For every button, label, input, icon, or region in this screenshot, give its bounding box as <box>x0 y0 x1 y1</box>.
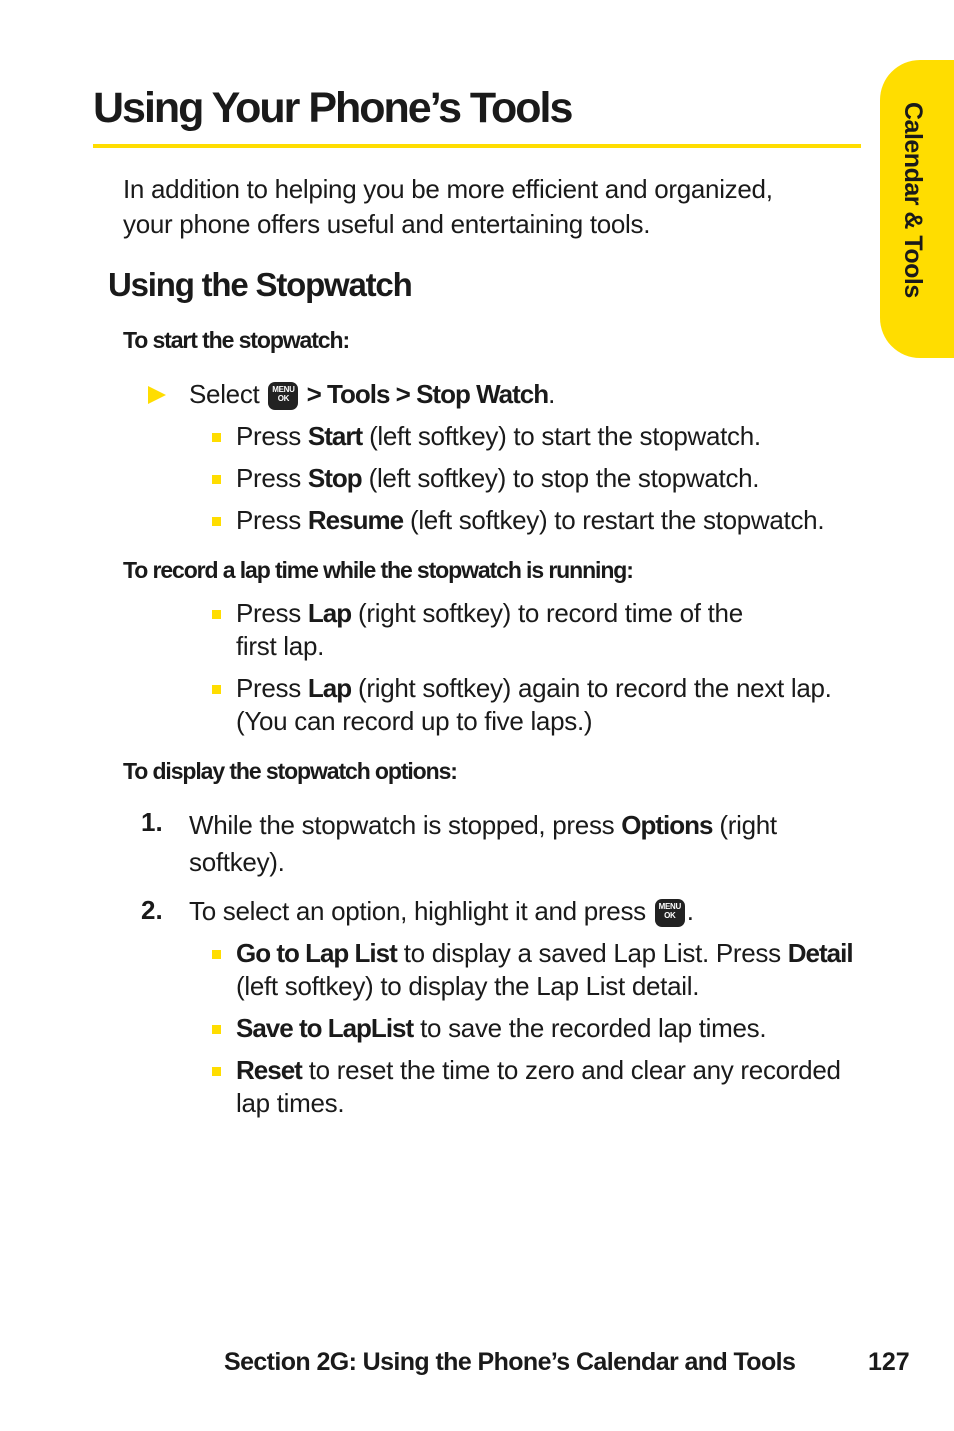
step-number: 1. <box>141 807 163 837</box>
list-item: Press Stop (left softkey) to stop the stopwatch. <box>236 463 760 493</box>
square-bullet-icon <box>212 433 221 442</box>
arrow-bullet-icon <box>148 386 166 404</box>
square-bullet-icon <box>212 950 221 959</box>
list-item: Go to Lap List to display a saved Lap List. Press Detail (left softkey) to display the Lap List detail. <box>236 938 853 1001</box>
footer-section-title: Section 2G: Using the Phone’s Calendar and Tools <box>224 1348 796 1376</box>
square-bullet-icon <box>212 475 221 484</box>
subhead-options: To display the stopwatch options: <box>123 758 457 784</box>
list-item: Press Lap (right softkey) to record time of the first lap. <box>236 598 743 661</box>
list-item: Press Resume (left softkey) to restart the stopwatch. <box>236 505 825 535</box>
square-bullet-icon <box>212 1025 221 1034</box>
subhead-lap: To record a lap time while the stopwatch is running: <box>123 557 633 583</box>
list-item: Reset to reset the time to zero and clear any recorded lap times. <box>236 1055 841 1118</box>
section-side-tab <box>880 60 954 358</box>
section-heading: Using the Stopwatch <box>108 266 412 303</box>
menu-ok-key-icon: MENU OK <box>655 899 685 927</box>
step-2: To select an option, highlight it and press MENU OK . <box>189 896 694 926</box>
list-item: Save to LapList to save the recorded lap times. <box>236 1013 767 1043</box>
step-1: While the stopwatch is stopped, press Options (right softkey). <box>189 810 777 877</box>
page-title: Using Your Phone’s Tools <box>93 84 572 132</box>
menu-ok-key-icon: MENU OK <box>268 382 298 410</box>
select-instruction: Select MENU OK > Tools > Stop Watch. <box>189 379 556 409</box>
square-bullet-icon <box>212 685 221 694</box>
subhead-start: To start the stopwatch: <box>123 327 350 353</box>
step-number: 2. <box>141 895 163 925</box>
square-bullet-icon <box>212 1067 221 1076</box>
intro-paragraph: In addition to helping you be more efficient and organized, your phone offers useful and entertaining tools. <box>123 174 773 239</box>
square-bullet-icon <box>212 517 221 526</box>
title-underline <box>93 144 861 148</box>
side-tab-label: Calendar & Tools <box>899 102 927 298</box>
page-number: 127 <box>868 1348 910 1376</box>
list-item: Press Start (left softkey) to start the stopwatch. <box>236 421 761 451</box>
square-bullet-icon <box>212 610 221 619</box>
list-item: Press Lap (right softkey) again to record the next lap. (You can record up to five laps.) <box>236 673 832 736</box>
